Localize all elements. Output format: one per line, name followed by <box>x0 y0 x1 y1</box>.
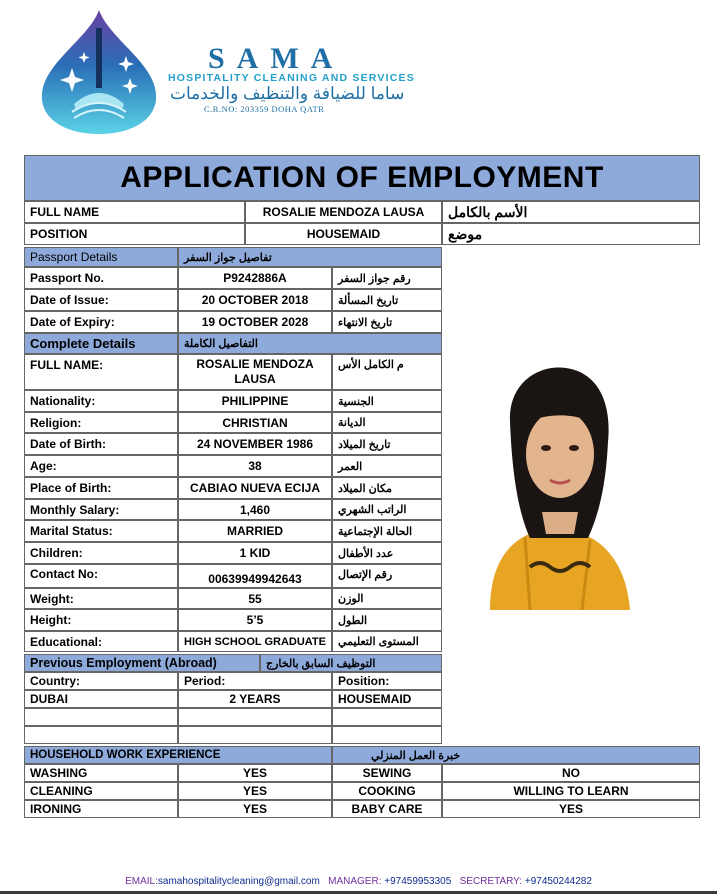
mop-icon <box>96 28 102 88</box>
form-title: APPLICATION OF EMPLOYMENT <box>24 155 700 201</box>
detail-row-label: Date of Birth: <box>24 433 178 455</box>
previous-header-country: Country: <box>24 672 178 690</box>
passport-row-label: Passport No. <box>24 267 178 289</box>
passport-section-arabic: تفاصيل جواز السفر <box>178 247 442 267</box>
household-task: WASHING <box>24 764 178 782</box>
position-label: POSITION <box>24 223 245 245</box>
previous-row-country <box>24 708 178 726</box>
previous-section-arabic: التوظيف السابق بالخارج <box>260 654 442 672</box>
household-section-arabic: خبرة العمل المنزلي <box>371 749 461 762</box>
passport-row-value: 20 OCTOBER 2018 <box>178 289 332 311</box>
detail-row-value: HIGH SCHOOL GRADUATE <box>178 631 332 652</box>
passport-row-arabic: تاريخ الانتهاء <box>332 311 442 333</box>
detail-row-arabic: م الكامل الأس <box>332 354 442 390</box>
company-logo <box>34 8 164 136</box>
detail-row-arabic: الحالة الإجتماعية <box>332 520 442 542</box>
previous-row-period: 2 YEARS <box>178 690 332 708</box>
contact-footer <box>0 876 717 887</box>
detail-row-label: Height: <box>24 609 178 631</box>
detail-row-label: Nationality: <box>24 390 178 412</box>
detail-row-arabic: مكان الميلاد <box>332 477 442 499</box>
detail-row-arabic: تاريخ الميلاد <box>332 433 442 455</box>
household-task-answer: WILLING TO LEARN <box>442 782 700 800</box>
detail-row-label: Marital Status: <box>24 520 178 542</box>
detail-row-arabic: الراتب الشهري <box>332 499 442 520</box>
previous-row-position <box>332 708 442 726</box>
previous-section-label: Previous Employment (Abroad) <box>24 654 260 672</box>
detail-row-arabic: رقم الإتصال <box>332 564 442 588</box>
brand-cr-number: C.R.NO: 203359 DOHA QATR <box>204 104 325 114</box>
footer-email-label: EMAIL: <box>125 876 158 887</box>
previous-header-period: Period: <box>178 672 332 690</box>
detail-row-label: Religion: <box>24 412 178 433</box>
detail-row-label: FULL NAME: <box>24 354 178 390</box>
detail-row-value: 38 <box>178 455 332 477</box>
household-task: IRONING <box>24 800 178 818</box>
detail-row-arabic: الطول <box>332 609 442 631</box>
household-task: CLEANING <box>24 782 178 800</box>
detail-row-arabic: المستوى التعليمي <box>332 631 442 652</box>
position-value: HOUSEMAID <box>245 223 442 245</box>
detail-row-label: Contact No: <box>24 564 178 588</box>
previous-row-country: DUBAI <box>24 690 178 708</box>
passport-row-arabic: تاريخ المسألة <box>332 289 442 311</box>
complete-section-arabic: التفاصيل الكاملة <box>178 333 442 354</box>
passport-row-value: P9242886A <box>178 267 332 289</box>
detail-row-value: 55 <box>178 588 332 609</box>
full-name-arabic: الأسم بالكامل <box>442 201 700 223</box>
footer-secretary-label: SECRETARY: <box>459 876 523 887</box>
detail-row-value: 1 KID <box>178 542 332 564</box>
position-arabic: موضع <box>442 223 700 245</box>
household-task-answer: NO <box>442 764 700 782</box>
household-section-label: HOUSEHOLD WORK EXPERIENCE <box>24 746 332 764</box>
full-name-label: FULL NAME <box>24 201 245 223</box>
detail-row-value: 5’5 <box>178 609 332 631</box>
footer-manager-phone: +97459953305 <box>384 876 452 887</box>
detail-row-value: CHRISTIAN <box>178 412 332 433</box>
footer-manager-label: MANAGER: <box>328 876 382 887</box>
detail-row-arabic: الوزن <box>332 588 442 609</box>
detail-row-value: PHILIPPINE <box>178 390 332 412</box>
complete-section-label: Complete Details <box>24 333 178 354</box>
detail-row-label: Educational: <box>24 631 178 652</box>
detail-row-label: Monthly Salary: <box>24 499 178 520</box>
footer-secretary-phone: +97450244282 <box>524 876 592 887</box>
household-task-answer: YES <box>178 800 332 818</box>
previous-row-country <box>24 726 178 744</box>
previous-row-period <box>178 726 332 744</box>
passport-row-label: Date of Expiry: <box>24 311 178 333</box>
household-task-answer: YES <box>178 764 332 782</box>
previous-header-position: Position: <box>332 672 442 690</box>
detail-row-arabic: الديانة <box>332 412 442 433</box>
detail-row-arabic: العمر <box>332 455 442 477</box>
passport-row-value: 19 OCTOBER 2028 <box>178 311 332 333</box>
detail-row-value: 24 NOVEMBER 1986 <box>178 433 332 455</box>
detail-row-label: Place of Birth: <box>24 477 178 499</box>
passport-section-label: Passport Details <box>24 247 178 267</box>
detail-row-value: MARRIED <box>178 520 332 542</box>
detail-row-value: 1,460 <box>178 499 332 520</box>
detail-row-value: 00639949942643 <box>178 564 332 588</box>
household-task: COOKING <box>332 782 442 800</box>
applicant-photo <box>470 362 642 610</box>
household-task-answer: YES <box>442 800 700 818</box>
household-task-answer: YES <box>178 782 332 800</box>
full-name-value: ROSALIE MENDOZA LAUSA <box>245 201 442 223</box>
brand-arabic-name: ساما للضيافة والتنظيف والخدمات <box>170 84 405 103</box>
detail-row-arabic: الجنسية <box>332 390 442 412</box>
passport-row-arabic: رقم جواز السفر <box>332 267 442 289</box>
previous-row-position: HOUSEMAID <box>332 690 442 708</box>
detail-row-value: ROSALIE MENDOZA LAUSA <box>178 354 332 390</box>
detail-row-label: Children: <box>24 542 178 564</box>
detail-row-label: Age: <box>24 455 178 477</box>
previous-row-period <box>178 708 332 726</box>
detail-row-value: CABIAO NUEVA ECIJA <box>178 477 332 499</box>
previous-row-position <box>332 726 442 744</box>
brand-name: SAMA <box>208 42 345 75</box>
household-task: BABY CARE <box>332 800 442 818</box>
detail-row-arabic: عدد الأطفال <box>332 542 442 564</box>
household-section-arabic-cell <box>332 746 700 764</box>
household-task: SEWING <box>332 764 442 782</box>
brand-subtitle: HOSPITALITY CLEANING AND SERVICES <box>168 72 415 84</box>
footer-email[interactable]: samahospitalitycleaning@gmail.com <box>157 876 320 887</box>
passport-row-label: Date of Issue: <box>24 289 178 311</box>
detail-row-label: Weight: <box>24 588 178 609</box>
